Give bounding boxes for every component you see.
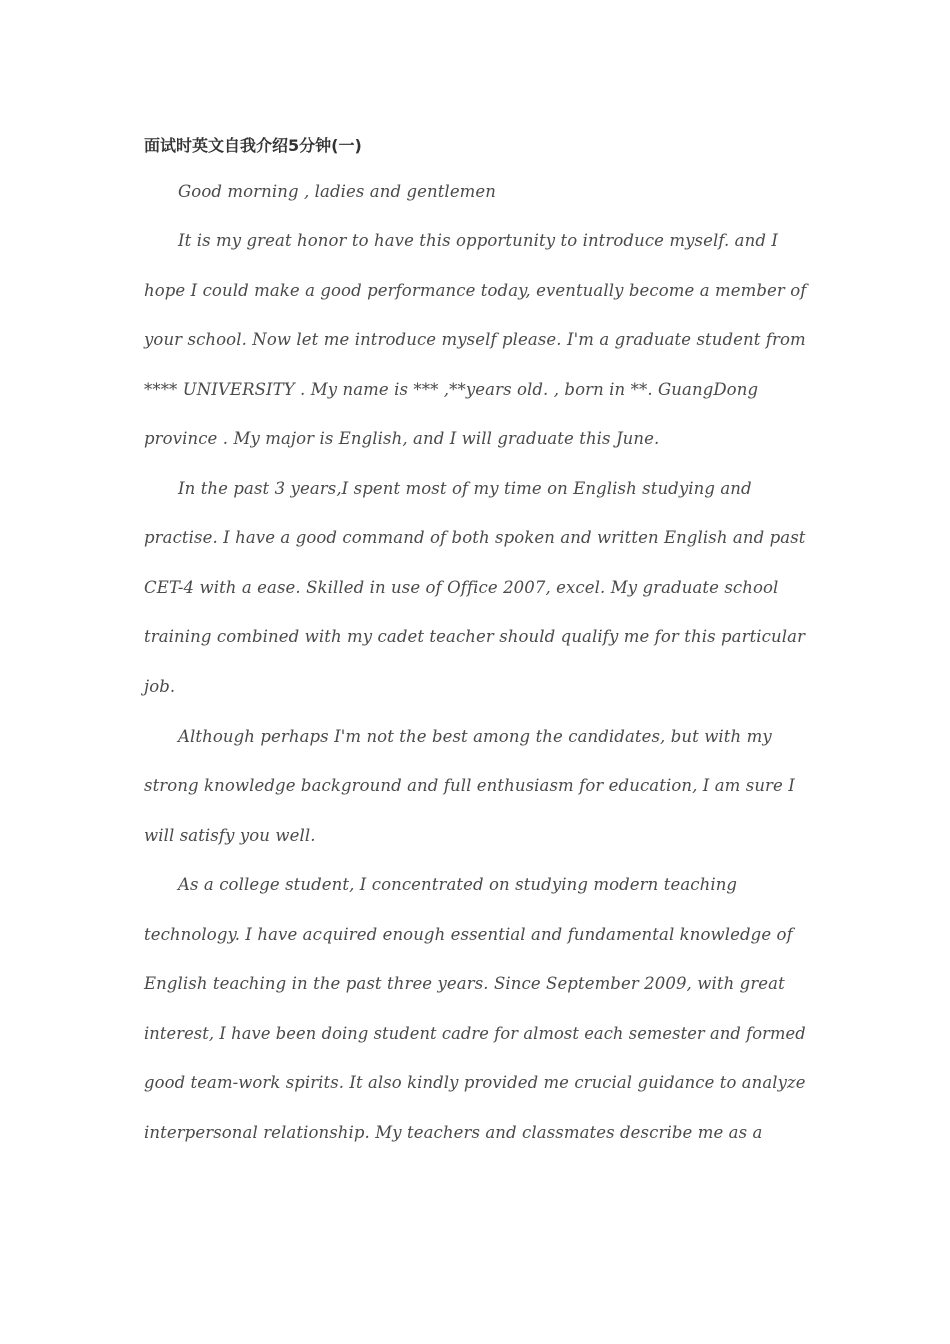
paragraph-line: training combined with my cadet teacher should qualify me for this particular [144, 627, 806, 646]
paragraph-line: Although perhaps I'm not the best among the candidates, but with my [178, 727, 772, 746]
paragraph-line: interest, I have been doing student cadre for almost each semester and formed [144, 1024, 806, 1043]
paragraph-line: It is my great honor to have this opportunity to introduce myself. and I [178, 231, 778, 250]
paragraph-line: CET-4 with a ease. Skilled in use of Office 2007, excel. My graduate school [144, 578, 779, 597]
paragraph-line: In the past 3 years,I spent most of my time on English studying and [178, 479, 752, 498]
paragraph-line: interpersonal relationship. My teachers and classmates describe me as a [144, 1123, 763, 1142]
paragraph-line: province . My major is English, and I will graduate this June. [144, 429, 660, 448]
paragraph-line: hope I could make a good performance today, eventually become a member of [144, 281, 807, 300]
paragraph-line: your school. Now let me introduce myself please. I'm a graduate student from [144, 330, 806, 349]
paragraph-line: job. [144, 677, 176, 696]
paragraph-line: **** UNIVERSITY . My name is *** ,**years old. , born in **. GuangDong [144, 380, 759, 399]
paragraph-line: good team-work spirits. It also kindly provided me crucial guidance to analyze [144, 1073, 806, 1092]
paragraph-line: practise. I have a good command of both spoken and written English and past [144, 528, 806, 547]
paragraph-line: technology. I have acquired enough essential and fundamental knowledge of [144, 925, 793, 944]
greeting-line: Good morning , ladies and gentlemen [178, 182, 497, 201]
page-title: 面试时英文自我介绍5分钟(一) [144, 136, 362, 155]
paragraph-line: English teaching in the past three years. Since September 2009, with great [144, 974, 785, 993]
paragraph-line: strong knowledge background and full enthusiasm for education, I am sure I [144, 776, 795, 795]
paragraph-line: As a college student, I concentrated on studying modern teaching [178, 875, 738, 894]
paragraph-line: will satisfy you well. [144, 826, 316, 845]
